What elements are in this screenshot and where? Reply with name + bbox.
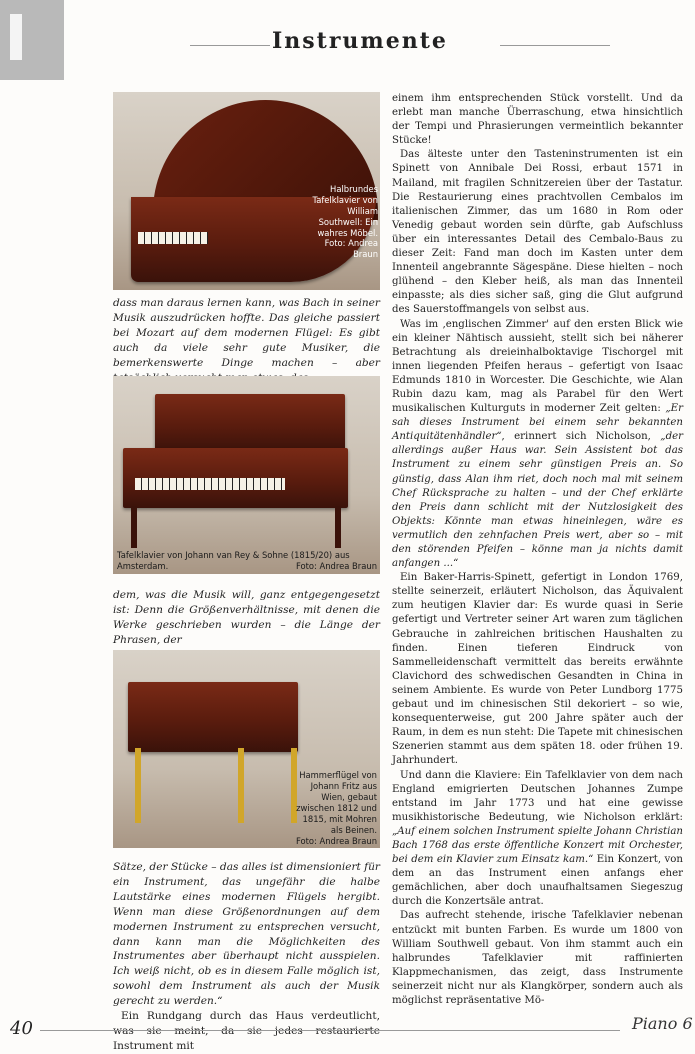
piano-leg bbox=[135, 748, 141, 823]
paragraph: Sätze, der Stücke – das alles ist dimensioniert für ein Instrument, das ungefähr die halbe Lautstärke eines modernen Flügels hergibt. Wenn man diese Größenordnungen auf dem modernen Instrument zu entsprechen versucht, dann kann man die Möglichkeiten des Instrumentes aber überhaupt nicht ausspielen. Ich weiß nicht, ob es in diesem Falle möglich ist, sowohl dem Instrument als auch der Musik gerecht zu werden.“ bbox=[113, 861, 380, 1008]
right-column bbox=[392, 92, 683, 1008]
paragraph: Ein Baker-Harris-Spinett, gefertigt in London 1769, stellte seinerzeit, erläutert Nicholson, das Äquivalent zum heutigen Klavier dar: Es wurde quasi in Serie gefertigt und Vertreter seiner Art waren zum täglichen Gebrauche in zahlreichen britischen Haushalten zu finden. Einen tieferen Eindruck von Sammelleidenschaft vermittelt das bereits erwähnte Clavichord des schwedischen Gesandten in China in seinem Ambiente. Es wurde von Peter Lundborg 1775 gebaut und im chinesischen Stil dekoriert – so wie, konsequenterweise, gut 200 Jahre später auch der Raum, in dem es nun steht: Die Tapete mit chinesischen Szenerien stammt aus dem späten 18. oder frühen 19. Jahrhundert. bbox=[392, 572, 683, 767]
figure-credit: Foto: Andrea Braun bbox=[324, 238, 378, 259]
left-column-block-1 bbox=[113, 296, 380, 385]
header-rule-left bbox=[190, 45, 270, 46]
quote: „der allerdings außer Haus war. Sein Assistent bot das Instrument zu einem sehr günstigen Preis an. So günstig, dass Alan ihm riet, doch noch mal mit seinem Chef Rücksprache zu halten – und der Chef erklärte den Preis dann schlicht mit der Nutzlosigkeit des Objekts: Könnte man etwas hineinlegen, wäre es vermutlich den zehnfachen Preis wert, aber so – mit den störenden Pfeifen – könne man ja nichts damit anfangen ...“ bbox=[392, 431, 683, 570]
paragraph: dem, was die Musik will, ganz entgegengesetzt ist: Denn die Größenverhältnisse, mit denen die Werke geschrieben wurden – die Länge der Phrasen, der bbox=[113, 589, 380, 646]
header-rule-right bbox=[500, 45, 610, 46]
paragraph: einem ihm entsprechenden Stück vorstellt. Und da erlebt man manche Überraschung, etwa hinsichtlich der Tempi und Phrasierungen vermeintlich bekannter Stücke! bbox=[392, 93, 683, 147]
page-number: 40 bbox=[10, 1018, 33, 1039]
left-column-block-2 bbox=[113, 588, 380, 648]
section-tab-mark bbox=[10, 14, 22, 60]
text-run: Ein Konzert, von dem an das Instrument einen anfangs eher gemächlichen, aber doch unaufhaltsamen Siegeszug durch die Konzertsäle antrat. bbox=[392, 854, 683, 908]
quote: „Er sah dieses Instrument bei einem sehr bekannten Antiquitätenhändler“ bbox=[392, 403, 683, 443]
quote: „Auf einem solchen Instrument spielte Johann Christian Bach 1768 das erste öffentliche Konzert mit Orchester, bei dem ein Klavier zum Einsatz kam.“ bbox=[392, 825, 683, 866]
section-title: Instrumente bbox=[272, 28, 448, 54]
piano-leg bbox=[131, 506, 137, 548]
paragraph: Das älteste unter den Tasteninstrumenten ist ein Spinett von Annibale Dei Rossi, erbaut 1571 in Mailand, mit fragilen Schnitzereien über der Tastatur. Die Restaurierung eines prachtvollen Cembalos im italienischen Zimmer, das um 1680 in Rom oder Venedig gebaut worden sein dürfte, gab Aufschluss über ein interessantes Detail des Cembalo-Baus zu dieser Zeit: Fand man doch im Kasten unter dem Innenteil angebrannte Sägespäne. Diese hielten – noch glühend – den Kleber heiß, als man das Innenteil einpasste; als dies sicher saß, ging die Glut aufgrund des Sauerstoffmangels von selbst aus. bbox=[392, 149, 683, 316]
figure-caption: Halbrundes Tafelklavier von William Southwell: Ein wahres Möbel. bbox=[312, 184, 378, 238]
text-run: Und dann die Klaviere: Ein Tafelklavier von dem nach England emigrierten Deutschen Johannes Zumpe entstand im Jahr 1773 und hat eine gewisse musikhistorische Bedeutung, wie Nicholson erklärt: bbox=[392, 769, 683, 823]
photo-square-piano-southwell bbox=[113, 92, 380, 290]
paragraph bbox=[392, 769, 683, 910]
paragraph: dass man daraus lernen kann, was Bach in seiner Musik auszudrücken hoffte. Das gleiche passiert bei Mozart auf dem modernen Flügel: Es gibt auch da viele sehr gute Musiker, die bemerkenswerte Dinge machen – aber bbox=[113, 297, 380, 369]
magazine-logo: Piano 6 bbox=[632, 1014, 693, 1033]
paragraph bbox=[392, 318, 683, 572]
piano-case-top bbox=[155, 394, 345, 452]
text-run: Was im ‚englischen Zimmer' auf den ersten Blick wie ein kleiner Nähtisch aussieht, stellt sich bei näherer Betrachtung als dreieinhalboktavige Tischorgel mit innen liegenden Pfeifen heraus – gefertigt von Isaac Edmunds 1810 in Worcester. Die Geschichte, wie Alan Rubin dazu kam, mag als Parabel für den Wert musikalischen Kulturguts in moderner Zeit gelten: bbox=[392, 318, 683, 415]
paragraph: Ein Rundgang durch das Haus verdeutlicht, Instrument mit bbox=[113, 1010, 380, 1052]
figure-credit: Foto: Andrea Braun bbox=[295, 561, 377, 571]
piano-keys bbox=[135, 478, 285, 490]
piano-keys bbox=[138, 232, 208, 244]
footer-rule bbox=[40, 1030, 620, 1031]
piano-leg bbox=[335, 506, 341, 548]
figure-caption: Hammerflügel von Johann Fritz aus Wien, gebaut zwischen 1812 und 1815, mit Mohren als Beinen. bbox=[296, 770, 377, 835]
figure-caption: Tafelklavier von Johann van Rey & Sohne (1815/20) aus Amsterdam. bbox=[117, 550, 350, 571]
piano-case bbox=[128, 682, 298, 752]
photo-fortepiano-fritz bbox=[113, 650, 380, 848]
figure-credit: Foto: Andrea Braun bbox=[295, 836, 377, 846]
left-column-block-3 bbox=[113, 860, 380, 1054]
section-tab bbox=[0, 0, 64, 80]
text-run: , erinnert sich Nicholson, bbox=[501, 431, 661, 443]
piano-leg bbox=[238, 748, 244, 823]
paragraph: Das aufrecht stehende, irische Tafelklavier nebenan entzückt mit bunten Farben. Es wurde um 1800 von William Southwell gebaut. Von ihm stammt auch ein halbrundes Tafelklavier mit raffinierten Klappmechanismen, das zeigt, dass Instrumente seinerzeit nicht nur als Klangkörper, sondern auch als möglichst repräsentative Mö- bbox=[392, 910, 683, 1006]
photo-square-piano-van-rey bbox=[113, 376, 380, 574]
